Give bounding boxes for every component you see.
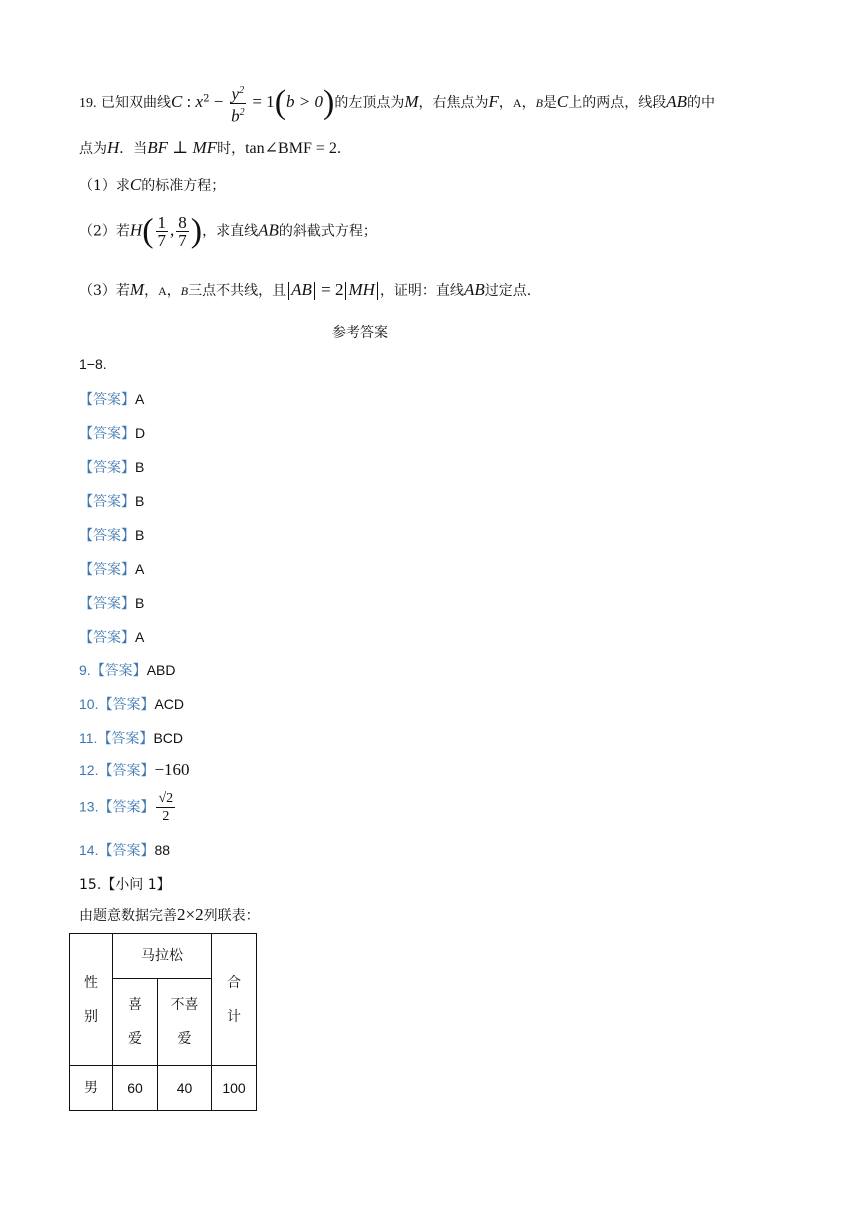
tan-condition: tan∠BMF = 2 [245, 140, 337, 157]
abs-bar [345, 282, 346, 300]
answer-tag: 【答案】 [79, 392, 135, 408]
mc-answer-line [79, 525, 144, 545]
minus-sign: − [209, 92, 228, 112]
part2-text-a: ，求直线 [202, 223, 259, 240]
cell-total: 100 [212, 1066, 257, 1111]
mc-answer-line [79, 559, 144, 579]
var-M: M [404, 92, 419, 112]
part3-text-b: ，证明：直线 [379, 283, 464, 299]
header-like [113, 979, 158, 1066]
mc-answer-line [79, 627, 144, 647]
answer-10 [79, 694, 184, 714]
numerator: 1 [157, 213, 167, 232]
contingency-table [69, 933, 257, 1111]
var-AB: AB [463, 280, 485, 299]
q19-text-is: 是 [542, 95, 557, 112]
answer-number: 13. [79, 798, 99, 815]
answer-tag: 【答案】 [97, 731, 154, 747]
sep: ， [144, 283, 159, 299]
row-label: 男 [70, 1066, 113, 1111]
answer-value: B [135, 527, 145, 543]
eq-one: = 1 [248, 92, 275, 112]
condition-b: b > 0 [286, 92, 323, 112]
answer-value: A [135, 391, 145, 407]
var-x: x [195, 92, 204, 112]
part3-text-a: 三点不共线，且 [188, 283, 287, 299]
answer-value: A [135, 561, 145, 577]
answer-14 [79, 840, 170, 860]
answer-value: BCD [153, 730, 183, 746]
answer-value: B [135, 595, 145, 611]
cell-dislike: 40 [158, 1066, 212, 1111]
q19-text-period: ． [336, 141, 351, 157]
answer-tag: 【答案】 [98, 843, 155, 859]
answer-value: ACD [154, 696, 185, 712]
q19-text-vertex: 的左顶点为 [334, 95, 405, 112]
left-paren: ( [142, 212, 154, 250]
mc-answer-line [79, 593, 144, 613]
q19-part-1 [79, 175, 225, 195]
header-total-char: 计 [227, 1008, 241, 1025]
header-gender-char: 别 [84, 1008, 98, 1025]
q19-part-3 [79, 280, 531, 300]
answer-tag: 【答案】 [98, 799, 155, 816]
right-paren: ) [190, 212, 203, 250]
answer-number: 11. [79, 730, 98, 746]
header-total-char: 合 [227, 974, 241, 991]
var-MH: MH [348, 280, 375, 299]
q19-text-point: 点为 [79, 141, 107, 157]
denominator: 2 [162, 809, 170, 824]
part3-text-c: 过定点. [484, 283, 532, 299]
answer-value: D [135, 425, 146, 441]
answer-number: 10. [79, 696, 99, 712]
left-paren: ( [274, 84, 287, 122]
answer-number: 12. [79, 762, 99, 778]
header-marathon: 马拉松 [113, 934, 212, 979]
sup-2: 2 [203, 93, 210, 105]
q19-text-mid: 的中 [687, 95, 716, 112]
var-y: y [231, 84, 240, 104]
denominator: 7 [178, 231, 187, 250]
q19-part-2: （2）若H( $\frac{1}{7}$ , $\frac{8}{7}$ )，求直线AB的斜截式方程； [79, 212, 377, 250]
answer-title: 参考答案 [332, 325, 388, 341]
q19-text-two-points: 上的两点，线段 [568, 95, 667, 112]
q19-text-when: ．当 [119, 141, 148, 157]
perp-condition: BF ⊥ MF [147, 138, 218, 157]
answer-11 [79, 728, 183, 748]
eq-two: = 2 [316, 280, 344, 299]
header-dislike-line: 不喜 [170, 997, 199, 1013]
header-like-char: 喜 [128, 997, 142, 1013]
range-label: 1−8. [79, 356, 107, 372]
answer-value: ABD [146, 662, 176, 678]
var-A: A [158, 284, 167, 298]
part2-text-b: 的斜截式方程； [278, 223, 377, 240]
fraction-1-7 [156, 214, 169, 249]
var-C: C [170, 92, 183, 112]
answer-12 [79, 760, 190, 780]
right-paren: ) [323, 84, 335, 122]
header-total [212, 934, 257, 1066]
q19-text-focus: ，右焦点为 [418, 95, 489, 112]
var-M: M [129, 280, 145, 299]
sep: ， [166, 283, 181, 299]
var-A: A [512, 96, 522, 111]
header-gender-char: 性 [84, 974, 98, 991]
cell-like: 60 [113, 1066, 158, 1111]
q15-intro [79, 905, 260, 925]
sep: ， [498, 95, 513, 112]
var-AB: AB [291, 280, 312, 299]
header-like-char: 爱 [128, 1031, 142, 1047]
abs-bar [314, 282, 315, 300]
var-B: B [535, 96, 543, 111]
part3-label: （3）若 [79, 283, 130, 299]
mc-answer-line [79, 423, 145, 443]
answer-tag: 【答案】 [79, 596, 135, 612]
answer-tag: 【答案】 [79, 630, 135, 646]
sep: ， [521, 95, 536, 112]
answer-tag: 【答案】 [79, 528, 135, 544]
answer-value: B [135, 493, 145, 509]
numerator: 8 [178, 213, 187, 232]
part1-label: （1）求 [79, 178, 130, 194]
denominator: 7 [157, 231, 167, 250]
answer-value: 88 [154, 842, 171, 858]
var-AB: AB [666, 92, 688, 112]
colon: : [182, 92, 196, 112]
y2-over-b2: $\frac{y^2}{b^2}$ [230, 82, 247, 124]
answer-tag: 【答案】 [90, 663, 147, 679]
var-C: C [129, 175, 142, 194]
q19-intro: 已知双曲线 [100, 95, 171, 112]
var-AB: AB [258, 220, 279, 240]
q15-intro-text: 由题意数据完善 [79, 908, 177, 924]
header-dislike-line: 爱 [177, 1031, 192, 1047]
var-B: B [180, 284, 189, 298]
q19-line-2 [79, 138, 351, 158]
answer-13 [79, 790, 177, 825]
part2-label: （2）若 [79, 223, 130, 240]
answer-value: A [135, 629, 145, 645]
mc-answer-line [79, 457, 144, 477]
fraction-8-7 [176, 214, 189, 249]
q15-intro-math: 2×2 [177, 905, 204, 924]
answer-tag: 【答案】 [79, 494, 135, 510]
answer-number: 9. [79, 662, 91, 678]
answer-9 [79, 660, 175, 680]
answer-value: B [135, 459, 145, 475]
q19-number: 19. [79, 96, 97, 112]
answer-tag: 【答案】 [79, 562, 135, 578]
answer-tag: 【答案】 [79, 426, 135, 442]
q15-label: 15.【小问 1】 [79, 877, 171, 893]
abs-bar [377, 282, 378, 300]
answer-value: −160 [154, 760, 190, 779]
var-C: C [556, 92, 569, 112]
numerator: √2 [158, 791, 174, 806]
header-gender [70, 934, 113, 1066]
fraction-sqrt2-over-2 [156, 790, 175, 825]
part1-text: 的标准方程； [141, 178, 226, 194]
mc-answer-line [79, 491, 144, 511]
answer-tag: 【答案】 [79, 460, 135, 476]
var-F: F [488, 92, 499, 112]
answer-tag: 【答案】 [98, 697, 155, 713]
q15-intro-text-b: 列联表： [203, 908, 260, 924]
var-H: H [129, 220, 143, 240]
mc-answer-line [79, 389, 144, 409]
q19-text-time: 时， [217, 141, 246, 157]
q19-line-1 [79, 82, 715, 124]
answer-tag: 【答案】 [98, 763, 155, 779]
table-row [70, 1066, 257, 1111]
var-H: H [107, 138, 120, 157]
header-dislike [158, 979, 212, 1066]
answer-number: 14. [79, 842, 99, 858]
var-b: b [231, 106, 240, 126]
abs-bar [288, 282, 289, 300]
